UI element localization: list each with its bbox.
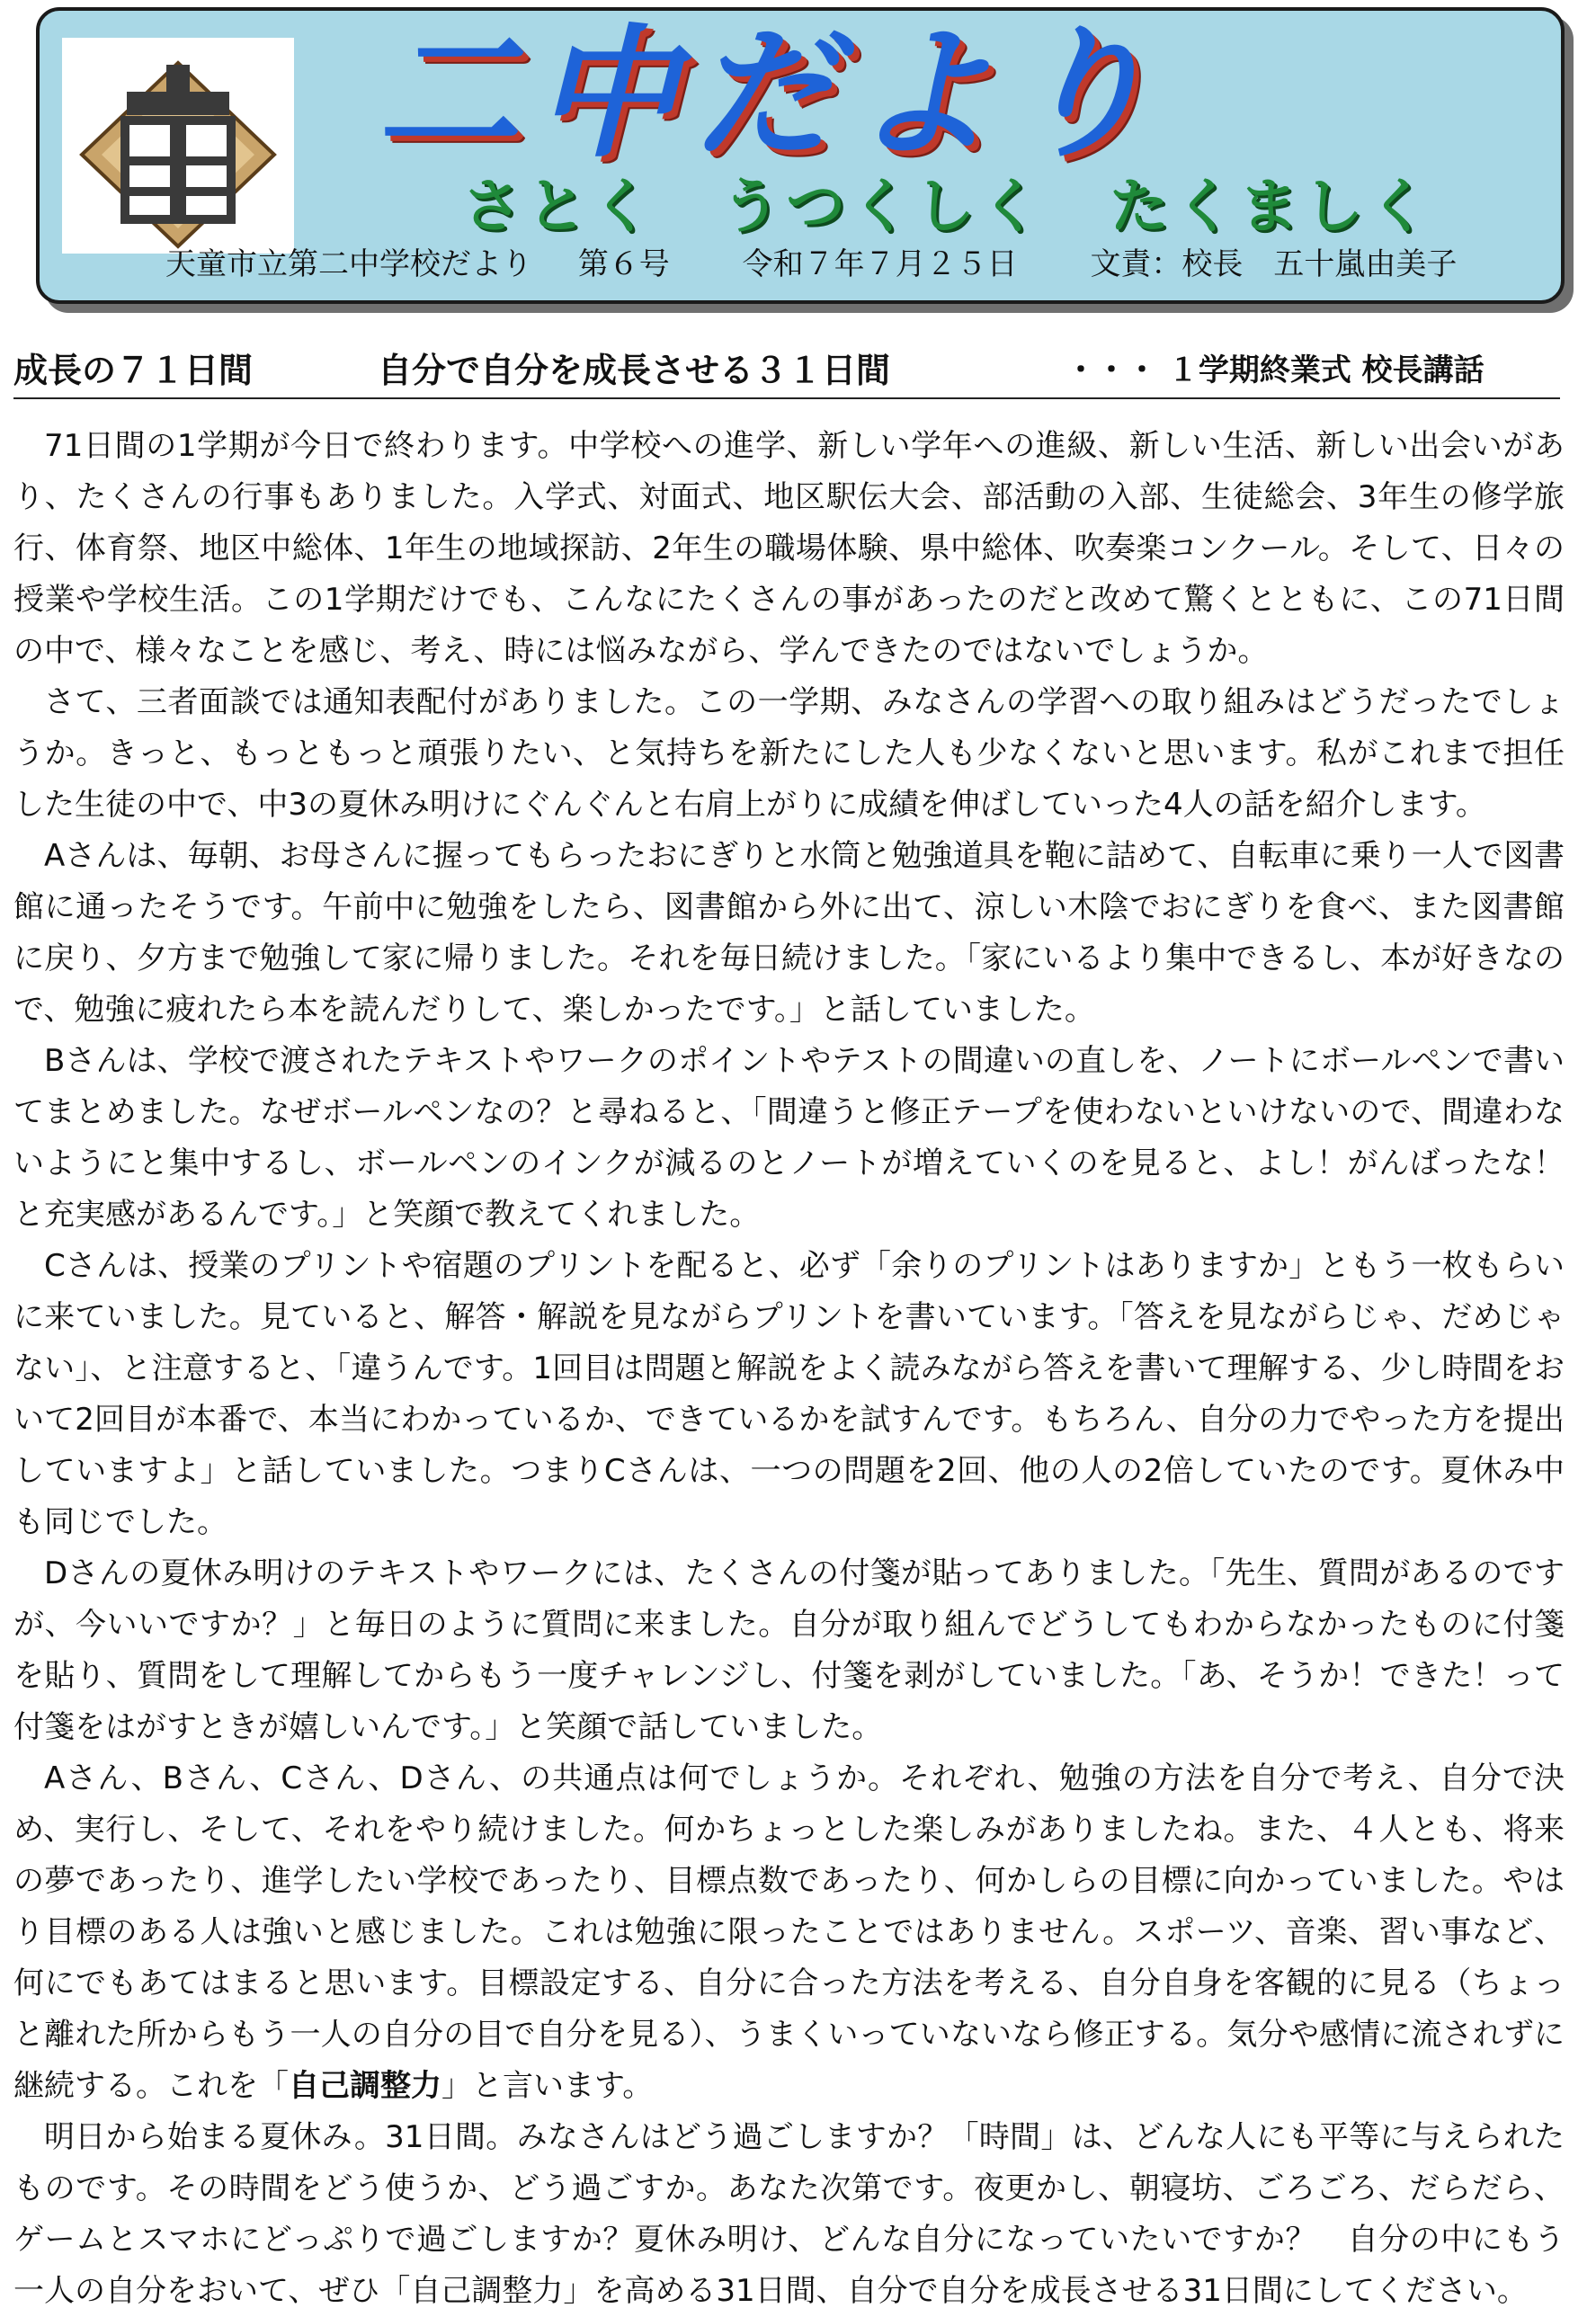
issue-date: 令和７年７月２５日 xyxy=(742,246,1018,282)
school-emblem-icon xyxy=(62,38,294,254)
issue-number: 第６号 xyxy=(577,246,670,282)
school-logo xyxy=(62,38,294,254)
school-slogan: さとく うつくしく たくましく xyxy=(462,172,1433,241)
headline-part2: 自分で自分を成長させる３１日間 xyxy=(378,351,891,390)
headline-part3: ・・・ １学期終業式 校長講話 xyxy=(1065,352,1485,388)
headline-part1: 成長の７１日間 xyxy=(13,351,254,390)
paragraph-7 xyxy=(13,1753,1565,2112)
newsletter-title: 二中だより xyxy=(377,12,1168,177)
paragraph-1: 71日間の1学期が今日で終わります。中学校への進学、新しい学年への進級、新しい生活、新しい出会いがあり、たくさんの行事もありました。入学式、対面式、地区駅伝大会、部活動の入部、生徒総会、3年生の修学旅行、体育祭、地区中総体、1年生の地域探訪、2年生の職場体験、県中総体、吹奏楽コンクール。そして、日々の授業や学校生活。この1学期だけでも、こんなにたくさんの事があったのだと改めて驚くとともに、この71日間の中で、様々なことを感じ、考え、時には悩みながら、学んできたのではないでしょうか。 xyxy=(13,428,1565,669)
paragraph-7-keyword: 自己調整力 xyxy=(289,2068,441,2104)
paragraph-7-end: 」と言います。 xyxy=(441,2068,654,2104)
school-name: 天童市立第二中学校だより xyxy=(165,246,532,282)
masthead xyxy=(36,7,1565,304)
author: 文責：校長 五十嵐由美子 xyxy=(1090,246,1458,282)
paragraph-5: Cさんは、授業のプリントや宿題のプリントを配ると、必ず「余りのプリントはありますか」ともう一枚もらいに来ていました。見ていると、解答・解説を見ながらプリントを書いています。「答えを見ながらじゃ、だめじゃない」、と注意すると、「違うんです。1回目は問題と解説をよく読みながら答えを書いて理解する、少し時間をおいて2回目が本番で、本当にわかっているか、できているかを試すんです。もちろん、自分の力でやった方を提出していますよ」と話していました。つまりCさんは、一つの問題を2回、他の人の2倍していたのです。夏休み中も同じでした。 xyxy=(13,1248,1565,1540)
paragraph-6: Dさんの夏休み明けのテキストやワークには、たくさんの付箋が貼ってありました。「先生、質問があるのですが、今いいですか？」と毎日のように質問に来ました。自分が取り組んでどうしてもわからなかったものに付箋を貼り、質問をして理解してからもう一度チャレンジし、付箋を剥がしていました。「あ、そうか！できた！って付箋をはがすときが嬉しいんです。」と笑顔で話していました。 xyxy=(13,1555,1565,1745)
paragraph-3: Aさんは、毎朝、お母さんに握ってもらったおにぎりと水筒と勉強道具を鞄に詰めて、自転車に乗り一人で図書館に通ったそうです。午前中に勉強をしたら、図書館から外に出て、涼しい木陰でおにぎりを食べ、また図書館に戻り、夕方まで勉強して家に帰りました。それを毎日続けました。「家にいるより集中できるし、本が好きなので、勉強に疲れたら本を読んだりして、楽しかったです。」と話していました。 xyxy=(13,838,1565,1028)
paragraph-8: 明日から始まる夏休み。31日間。みなさんはどう過ごしますか？「時間」は、どんな人にも平等に与えられたものです。その時間をどう使うか、どう過ごすか。あなた次第です。夜更かし、朝寝坊、ごろごろ、だらだら、ゲームとスマホにどっぷりで過ごしますか？夏休み明け、どんな自分になっていたいですか？ 自分の中にもう一人の自分をおいて、ぜひ「自己調整力」を高める31日間、自分で自分を成長させる31日間にしてください。 xyxy=(13,2119,1565,2309)
paragraph-7-text: Aさん、Bさん、Cさん、Dさん、の共通点は何でしょうか。それぞれ、勉強の方法を自分で考え、自分で決め、実行し、そして、それをやり続けました。何かちょっとした楽しみがありましたね。また、４人とも、将来の夢であったり、進学したい学校であったり、目標点数であったり、何かしらの目標に向かっていました。やはり目標のある人は強いと感じました。これは勉強に限ったことではありません。スポーツ、音楽、習い事など、何にでもあてはまると思います。目標設定する、自分に合った方法を考える、自分自身を客観的に見る（ちょっと離れた所からもう一人の自分の目で自分を見る）、うまくいっていないなら修正する。気分や感情に流されずに継続する。これを「 xyxy=(13,1760,1565,2104)
article-body xyxy=(13,421,1565,2317)
paragraph-4: Bさんは、学校で渡されたテキストやワークのポイントやテストの間違いの直しを、ノートにボールペンで書いてまとめました。なぜボールペンなの？と尋ねると、「間違うと修正テープを使わないといけないので、間違わないようにと集中するし、ボールペンのインクが減るのとノートが増えていくのを見ると、よし！がんばったな！と充実感があるんです。」と笑顔で教えてくれました。 xyxy=(13,1043,1565,1233)
issue-info xyxy=(165,245,1457,284)
article-headline xyxy=(13,343,1560,399)
paragraph-2: さて、三者面談では通知表配付がありました。この一学期、みなさんの学習への取り組みはどうだったでしょうか。きっと、もっともっと頑張りたい、と気持ちを新たにした人も少なくないと思います。私がこれまで担任した生徒の中で、中3の夏休み明けにぐんぐんと右肩上がりに成績を伸ばしていった4人の話を紹介します。 xyxy=(13,684,1565,823)
